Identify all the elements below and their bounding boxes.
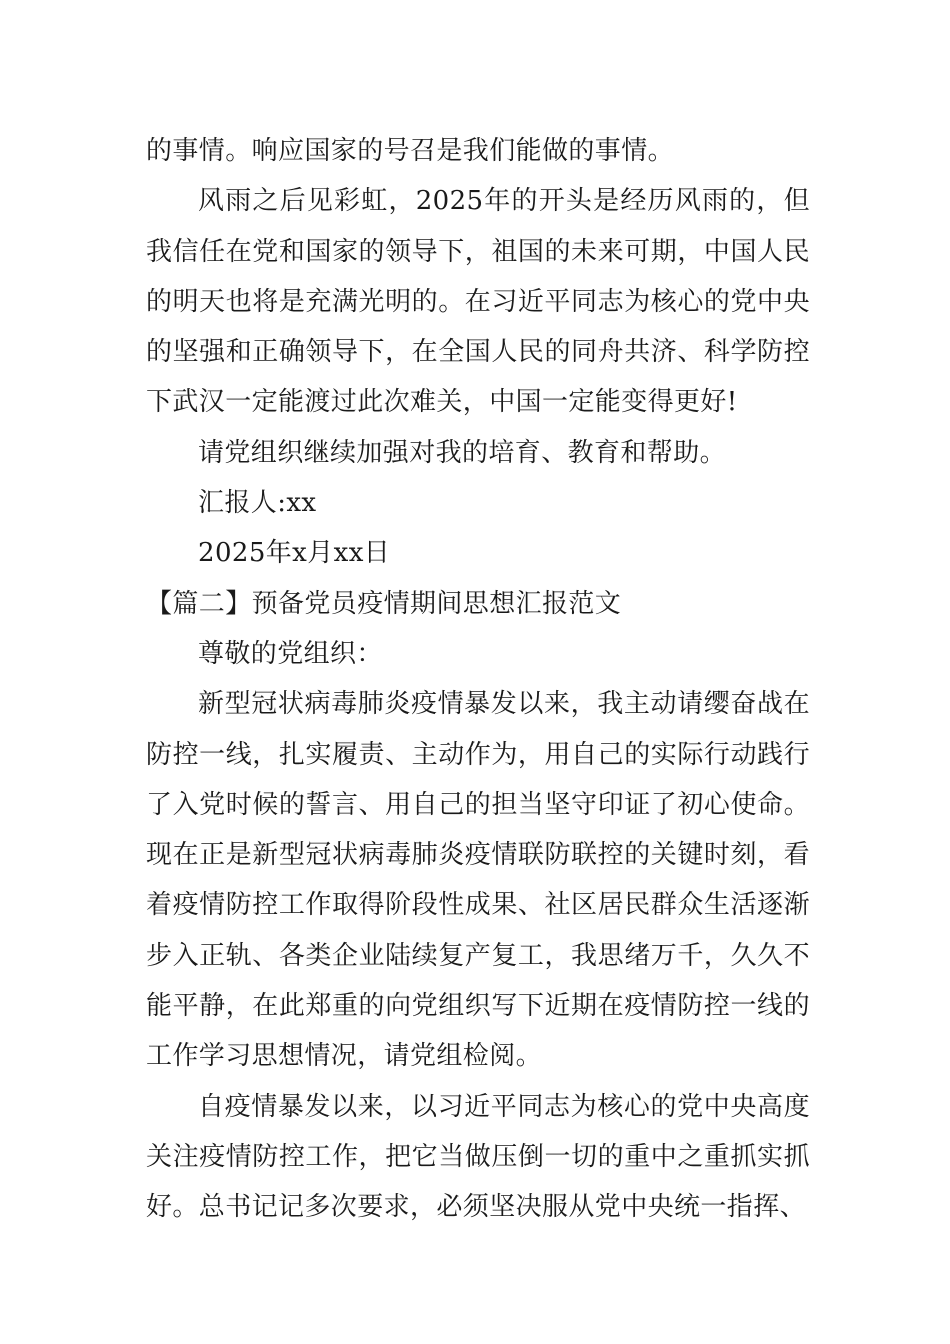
- paragraph-rainbow: 风雨之后见彩虹，2025年的开头是经历风雨的，但我信任在党和国家的领导下，祖国的未来可期，中国人民的明天也将是充满光明的。在习近平同志为核心的党中央的坚强和正确领导下，在全国人民的同舟共济、科学防控下武汉一定能渡过此次难关，中国一定能变得更好!: [146, 186, 810, 418]
- paragraph-central-committee: 自疫情暴发以来，以习近平同志为核心的党中央高度关注疫情防控工作，把它当做压倒一切的重中之重抓实抓好。总书记记多次要求，必须坚决服从党中央统一指挥、: [146, 1091, 810, 1223]
- paragraph-continuation: 的事情。响应国家的号召是我们能做的事情。: [146, 136, 675, 166]
- reporter-signature: 汇报人:xx: [198, 488, 317, 519]
- paragraph-request: 请党组织继续加强对我的培育、教育和帮助。: [198, 437, 727, 468]
- document-body: [146, 126, 810, 1233]
- report-date: 2025年x月xx日: [198, 538, 391, 569]
- section-heading: 【篇二】预备党员疫情期间思想汇报范文: [146, 588, 622, 619]
- salutation: 尊敬的党组织：: [198, 638, 383, 669]
- paragraph-frontline: 新型冠状病毒肺炎疫情暴发以来，我主动请缨奋战在防控一线，扎实履责、主动作为，用自己的实际行动践行了入党时候的誓言、用自己的担当坚守印证了初心使命。现在正是新型冠状病毒肺炎疫情联防联控的关键时刻，看着疫情防控工作取得阶段性成果、社区居民群众生活逐渐步入正轨、各类企业陆续复产复工，我思绪万千，久久不能平静，在此郑重的向党组织写下近期在疫情防控一线的工作学习思想情况，请党组检阅。: [146, 689, 810, 1072]
